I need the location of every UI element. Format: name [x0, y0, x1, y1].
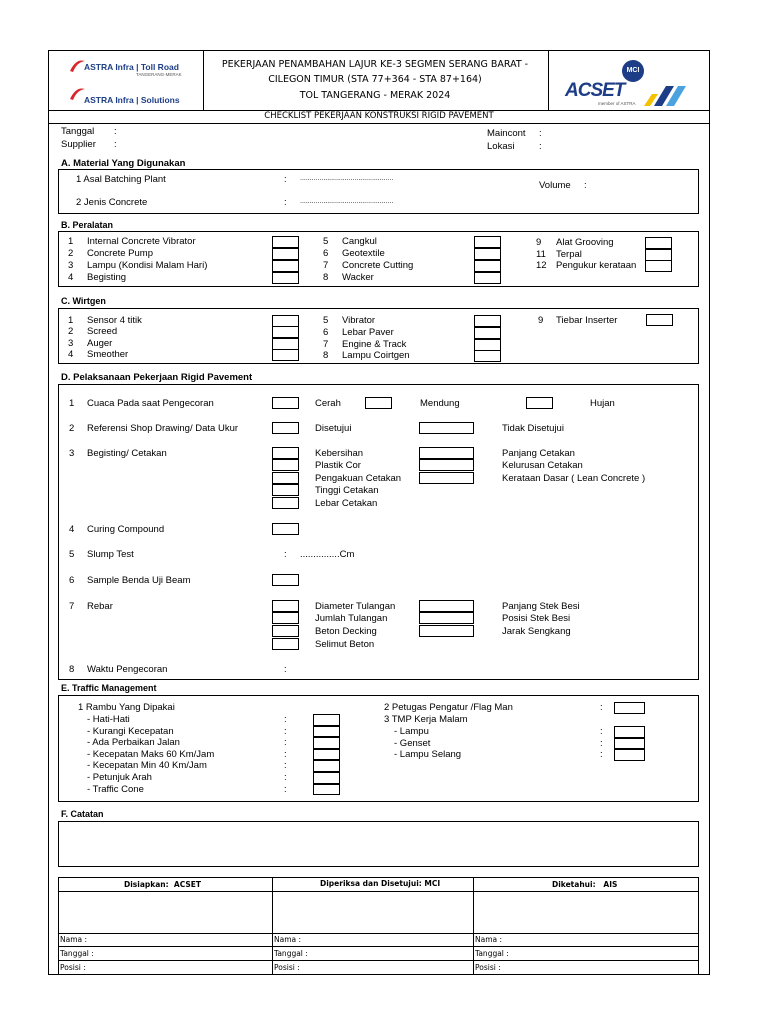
jenis-concrete-colon: :: [284, 197, 287, 208]
peralatan-checkbox[interactable]: [645, 260, 672, 272]
peralatan-checkbox[interactable]: [272, 272, 299, 284]
rambu-item-colon: :: [284, 760, 287, 772]
tmp-heading: 3 TMP Kerja Malam: [384, 714, 468, 725]
section-b-title: B. Peralatan: [61, 220, 114, 230]
cetakan-right-checkbox[interactable]: [419, 472, 474, 484]
rebar-right-label: Posisi Stek Besi: [502, 613, 571, 624]
wirtgen-label: Engine & Track: [342, 339, 407, 350]
rambu-item-label: - Kurangi Kecepatan: [87, 725, 174, 737]
diketahui-label: [552, 880, 617, 889]
cetakan-item-checkbox[interactable]: [272, 484, 299, 496]
tanggal-label: Tanggal: [61, 126, 95, 137]
project-title-line3: TOL TANGERANG - MERAK 2024: [299, 90, 451, 101]
cetakan-right-checkbox[interactable]: [419, 459, 474, 471]
section-a-title: A. Material Yang Digunakan: [61, 158, 186, 169]
d2-number: 2: [69, 423, 75, 434]
maincont-label: Maincont: [487, 128, 526, 139]
volume-colon: :: [584, 180, 587, 191]
project-title-line2: CILEGON TIMUR (STA 77+364 - STA 87+164): [268, 74, 482, 85]
wirtgen-checkbox[interactable]: [646, 314, 673, 326]
jenis-concrete-dots: ................................................: [300, 198, 394, 205]
peralatan-number: 2: [68, 248, 74, 259]
cetakan-item-label: Tinggi Cetakan: [315, 485, 379, 496]
peralatan-label: Terpal: [556, 249, 582, 260]
acset-stripes-icon: [644, 82, 686, 106]
rambu-item-label: - Kecepatan Min 40 Km/Jam: [87, 760, 207, 772]
supplier-colon: :: [114, 139, 117, 150]
peralatan-checkbox[interactable]: [474, 272, 501, 284]
wirtgen-checkbox[interactable]: [474, 327, 501, 339]
tanggal-colon: :: [114, 126, 117, 137]
d7-label: Rebar: [87, 601, 113, 612]
peralatan-number: 9: [536, 237, 542, 248]
diperiksa-label: [320, 879, 440, 888]
mendung-label: Mendung: [420, 398, 460, 409]
flagman-label: 2 Petugas Pengatur /Flag Man: [384, 702, 513, 713]
acset-tanggal[interactable]: Tanggal :: [60, 949, 94, 958]
tmp-item-checkbox[interactable]: [614, 726, 645, 738]
rambu-item-label: - Traffic Cone: [87, 783, 144, 795]
cetakan-right-label: Panjang Cetakan: [502, 448, 575, 459]
hujan-label: Hujan: [590, 398, 615, 409]
acset-posisi[interactable]: Posisi :: [60, 963, 86, 972]
cetakan-item-checkbox[interactable]: [272, 447, 299, 459]
wirtgen-number: 3: [68, 338, 74, 349]
peralatan-label: Alat Grooving: [556, 237, 614, 248]
rebar-item-label: Diameter Tulangan: [315, 601, 396, 612]
section-f-title: F. Catatan: [61, 809, 104, 819]
rebar-right-checkbox[interactable]: [419, 600, 474, 612]
peralatan-number: 3: [68, 260, 74, 271]
curing-compound-checkbox[interactable]: [272, 523, 299, 535]
rebar-item-checkbox[interactable]: [272, 638, 299, 650]
checklist-bottom-line: [48, 123, 710, 124]
peralatan-label: Geotextile: [342, 248, 385, 259]
mci-nama[interactable]: Nama :: [274, 935, 302, 944]
d1-label: Cuaca Pada saat Pengecoran: [87, 398, 214, 409]
sample-beam-checkbox[interactable]: [272, 574, 299, 586]
rebar-item-checkbox[interactable]: [272, 600, 299, 612]
rambu-item-colon: :: [284, 714, 287, 725]
disetujui-label: Disetujui: [315, 423, 352, 434]
wirtgen-number: 4: [68, 349, 74, 360]
peralatan-number: 11: [536, 249, 546, 260]
checklist-title: CHECKLIST PEKERJAAN KONSTRUKSI RIGID PAVEMENT: [264, 111, 494, 121]
diketahui-by: AIS: [603, 880, 618, 889]
cetakan-right-label: Kelurusan Cetakan: [502, 460, 583, 471]
peralatan-checkbox[interactable]: [272, 236, 299, 248]
rambu-item-colon: :: [284, 725, 287, 737]
wirtgen-label: Sensor 4 titik: [87, 315, 142, 326]
asal-batching-colon: :: [284, 174, 287, 185]
peralatan-label: Begisting: [87, 272, 127, 283]
acset-nama[interactable]: Nama :: [60, 935, 88, 944]
d3-number: 3: [69, 448, 75, 459]
rebar-right-label: Jarak Sengkang: [502, 626, 571, 637]
d1-number: 1: [69, 398, 75, 409]
d3-label: Begisting/ Cetakan: [87, 448, 167, 459]
volume-label: Volume: [539, 180, 571, 191]
rambu-item-checkbox[interactable]: [313, 784, 340, 796]
peralatan-label: Internal Concrete Vibrator: [87, 236, 196, 247]
wirtgen-number: 9: [538, 315, 544, 326]
peralatan-checkbox[interactable]: [272, 260, 299, 272]
flagman-colon: :: [600, 702, 603, 713]
acset-logo: ACSET: [565, 80, 625, 101]
rambu-item-label: - Kecepatan Maks 60 Km/Jam: [87, 748, 215, 760]
rambu-item-checkbox[interactable]: [313, 760, 340, 772]
rambu-heading: 1 Rambu Yang Dipakai: [78, 702, 175, 713]
d6-label: Sample Benda Uji Beam: [87, 575, 191, 586]
header-divider-right: [548, 50, 549, 110]
slump-colon: :: [284, 549, 287, 560]
peralatan-number: 12: [536, 260, 547, 271]
cetakan-item-label: Kebersihan: [315, 448, 364, 459]
mendung-checkbox[interactable]: [365, 397, 392, 409]
cetakan-item-checkbox[interactable]: [272, 497, 299, 509]
project-title-line1: PEKERJAAN PENAMBAHAN LAJUR KE-3 SEGMEN SERANG BARAT -: [221, 59, 529, 70]
cerah-checkbox[interactable]: [272, 397, 299, 409]
cetakan-item-label: Plastik Cor: [315, 460, 361, 471]
cetakan-right-label: Kerataan Dasar ( Lean Concrete ): [502, 473, 646, 484]
rambu-item-checkbox[interactable]: [313, 772, 340, 784]
wirtgen-number: 5: [323, 315, 329, 326]
wirtgen-label: Tiebar Inserter: [556, 315, 618, 326]
wirtgen-number: 7: [323, 339, 329, 350]
astra-solutions-text: ASTRA Infra | Solutions: [84, 95, 180, 105]
peralatan-number: 8: [323, 272, 329, 283]
peralatan-label: Wacker: [342, 272, 374, 283]
rebar-right-checkbox[interactable]: [419, 612, 474, 624]
asal-batching-dots: ................................................: [300, 175, 394, 182]
d5-label: Slump Test: [87, 549, 134, 560]
wirtgen-checkbox[interactable]: [474, 350, 501, 362]
tmp-item-checkbox[interactable]: [614, 738, 645, 750]
supplier-label: Supplier: [61, 139, 96, 150]
mci-signature-area[interactable]: [273, 892, 472, 932]
rebar-right-checkbox[interactable]: [419, 625, 474, 637]
slump-value[interactable]: ...............Cm: [300, 549, 355, 560]
tmp-item-checkbox[interactable]: [614, 749, 645, 761]
d2-label: Referensi Shop Drawing/ Data Ukur: [87, 423, 239, 434]
d6-number: 6: [69, 575, 75, 586]
rebar-right-label: Panjang Stek Besi: [502, 601, 580, 612]
d8-label: Waktu Pengecoran: [87, 664, 168, 675]
rambu-item-colon: :: [284, 783, 287, 795]
ais-signature-area[interactable]: [474, 892, 698, 932]
lokasi-label: Lokasi: [487, 141, 515, 152]
wirtgen-number: 8: [323, 350, 329, 361]
rebar-item-label: Selimut Beton: [315, 639, 375, 650]
cetakan-item-checkbox[interactable]: [272, 472, 299, 484]
ais-tanggal[interactable]: Tanggal :: [475, 949, 509, 958]
cetakan-item-label: Lebar Cetakan: [315, 498, 378, 509]
section-e-title: E. Traffic Management: [61, 683, 157, 693]
peralatan-number: 1: [68, 236, 74, 247]
rambu-item-colon: :: [284, 772, 287, 783]
cerah-label: Cerah: [315, 398, 341, 409]
peralatan-label: Cangkul: [342, 236, 377, 247]
tmp-item-label: - Lampu: [394, 726, 429, 737]
cetakan-right-checkbox[interactable]: [419, 447, 474, 459]
ais-posisi[interactable]: Posisi :: [475, 963, 501, 972]
disiapkan-text: Disiapkan:: [124, 880, 169, 889]
astra-toll-text: ASTRA Infra | Toll Road: [84, 62, 179, 72]
catatan-box[interactable]: [58, 821, 699, 867]
peralatan-number: 7: [323, 260, 329, 271]
rambu-item-checkbox[interactable]: [313, 737, 340, 749]
d4-label: Curing Compound: [87, 524, 165, 535]
header-divider-left: [203, 50, 204, 110]
wirtgen-checkbox[interactable]: [474, 315, 501, 327]
diperiksa-by: MCI: [424, 879, 441, 888]
ais-nama[interactable]: Nama :: [475, 935, 503, 944]
tmp-item-label: - Lampu Selang: [394, 749, 462, 761]
wirtgen-number: 6: [323, 327, 329, 338]
disetujui-checkbox[interactable]: [272, 422, 299, 434]
section-c-title: C. Wirtgen: [61, 296, 106, 306]
mci-tanggal[interactable]: Tanggal :: [274, 949, 308, 958]
signature-area-line: [58, 933, 699, 934]
rambu-item-checkbox[interactable]: [313, 714, 340, 726]
jenis-concrete-label: 2 Jenis Concrete: [76, 197, 148, 208]
disiapkan-by: ACSET: [173, 880, 201, 889]
mci-posisi[interactable]: Posisi :: [274, 963, 300, 972]
rebar-item-checkbox[interactable]: [272, 612, 299, 624]
asal-batching-label: 1 Asal Batching Plant: [76, 174, 166, 185]
tanggal-row-line: [58, 960, 699, 961]
d8-number: 8: [69, 664, 75, 675]
cetakan-item-label: Pengakuan Cetakan: [315, 473, 402, 484]
astra-toll-subtext: TANGERANG-MERAK: [136, 72, 182, 77]
rambu-item-checkbox[interactable]: [313, 726, 340, 738]
peralatan-checkbox[interactable]: [645, 237, 672, 249]
rambu-item-checkbox[interactable]: [313, 749, 340, 761]
waktu-colon: :: [284, 664, 287, 675]
acset-signature-area[interactable]: [59, 892, 271, 932]
lokasi-colon: :: [539, 141, 542, 152]
peralatan-number: 5: [323, 236, 329, 247]
diketahui-text: Diketahui:: [552, 880, 596, 889]
nama-row-line: [58, 946, 699, 947]
maincont-colon: :: [539, 128, 542, 139]
wirtgen-checkbox[interactable]: [272, 326, 299, 338]
peralatan-checkbox[interactable]: [474, 260, 501, 272]
acset-mark: [644, 82, 686, 109]
rambu-item-colon: :: [284, 748, 287, 760]
disiapkan-label: [124, 880, 201, 889]
wirtgen-label: Screed: [87, 326, 118, 337]
peralatan-label: Pengukur kerataan: [556, 260, 637, 271]
rebar-item-label: Jumlah Tulangan: [315, 613, 388, 624]
wirtgen-label: Auger: [87, 338, 113, 349]
rambu-item-label: - Petunjuk Arah: [87, 772, 152, 783]
peralatan-checkbox[interactable]: [474, 248, 501, 260]
wirtgen-number: 2: [68, 326, 74, 337]
tmp-item-colon: :: [600, 737, 603, 749]
section-d-title: D. Pelaksanaan Pekerjaan Rigid Pavement: [61, 372, 253, 383]
rebar-item-label: Beton Decking: [315, 626, 377, 637]
wirtgen-checkbox[interactable]: [272, 349, 299, 361]
tmp-item-colon: :: [600, 726, 603, 737]
wirtgen-label: Vibrator: [342, 315, 376, 326]
wirtgen-label: Lampu Coirtgen: [342, 350, 410, 361]
wirtgen-number: 1: [68, 315, 74, 326]
d5-number: 5: [69, 549, 75, 560]
peralatan-checkbox[interactable]: [272, 248, 299, 260]
tidak-disetujui-label: Tidak Disetujui: [502, 423, 564, 434]
peralatan-number: 6: [323, 248, 329, 259]
peralatan-label: Concrete Cutting: [342, 260, 414, 271]
rambu-item-colon: :: [284, 737, 287, 749]
tmp-item-colon: :: [600, 749, 603, 761]
tidak-disetujui-checkbox[interactable]: [419, 422, 474, 434]
peralatan-checkbox[interactable]: [474, 236, 501, 248]
rebar-item-checkbox[interactable]: [272, 625, 299, 637]
cetakan-item-checkbox[interactable]: [272, 459, 299, 471]
tmp-item-label: - Genset: [394, 737, 431, 749]
flagman-checkbox[interactable]: [614, 702, 645, 714]
peralatan-number: 4: [68, 272, 74, 283]
wirtgen-label: Lebar Paver: [342, 327, 394, 338]
mci-logo: MCI: [622, 60, 644, 82]
peralatan-label: Lampu (Kondisi Malam Hari): [87, 260, 208, 271]
hujan-checkbox[interactable]: [526, 397, 553, 409]
d4-number: 4: [69, 524, 75, 535]
peralatan-label: Concrete Pump: [87, 248, 154, 259]
wirtgen-label: Smeother: [87, 349, 129, 360]
rambu-item-label: - Hati-Hati: [87, 714, 130, 725]
rambu-item-label: - Ada Perbaikan Jalan: [87, 737, 180, 749]
d7-number: 7: [69, 601, 75, 612]
diperiksa-text: Diperiksa dan Disetujui:: [320, 879, 422, 888]
acset-member-text: member of ASTRA: [598, 101, 636, 106]
